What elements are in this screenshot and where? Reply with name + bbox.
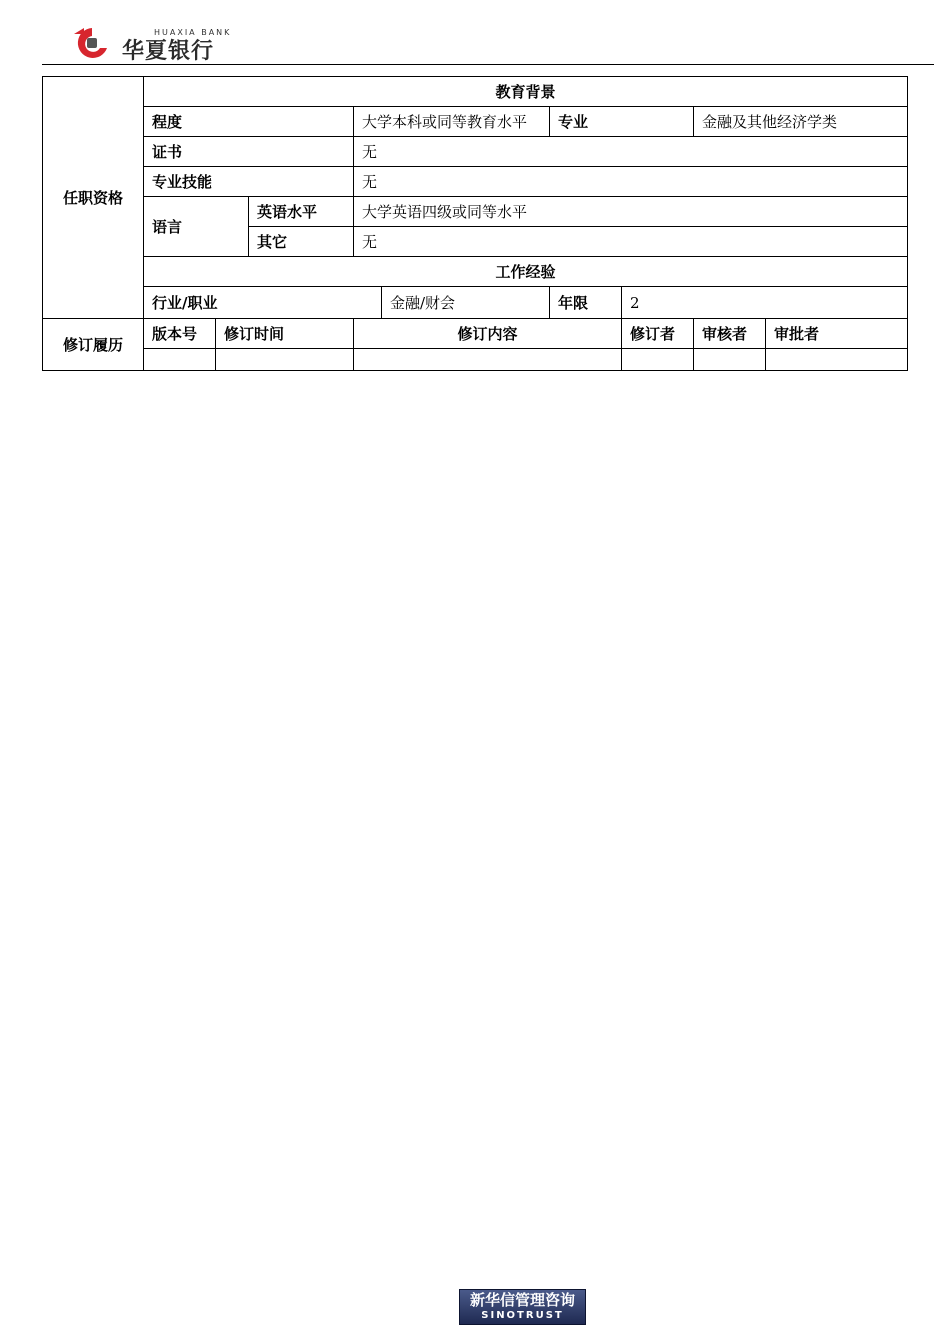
skills-label: 专业技能 bbox=[144, 167, 354, 197]
logo-text-cn: 华夏银行 bbox=[122, 39, 215, 64]
revision-label: 修订履历 bbox=[43, 319, 144, 371]
logo-text-en: HUAXIA BANK bbox=[154, 28, 232, 37]
other-label: 其它 bbox=[249, 227, 354, 257]
header-divider bbox=[42, 64, 934, 65]
major-label: 专业 bbox=[550, 107, 694, 137]
experience-title: 工作经验 bbox=[144, 257, 908, 287]
english-label: 英语水平 bbox=[249, 197, 354, 227]
qualifications-label: 任职资格 bbox=[43, 77, 144, 319]
revision-col-approver: 审批者 bbox=[766, 319, 908, 349]
years-value: 2 bbox=[622, 287, 908, 319]
education-title: 教育背景 bbox=[144, 77, 908, 107]
footer-logo-en: SINOTRUST bbox=[481, 1310, 564, 1321]
certificate-value: 无 bbox=[354, 137, 908, 167]
sinotrust-logo bbox=[459, 1289, 586, 1325]
revision-cell-approver bbox=[766, 349, 908, 371]
major-value: 金融及其他经济学类 bbox=[694, 107, 908, 137]
page-header bbox=[70, 22, 934, 66]
revision-col-version: 版本号 bbox=[144, 319, 216, 349]
footer-logo-cn: 新华信管理咨询 bbox=[469, 1291, 575, 1309]
degree-label: 程度 bbox=[144, 107, 354, 137]
revision-col-time: 修订时间 bbox=[216, 319, 354, 349]
degree-value: 大学本科或同等教育水平 bbox=[354, 107, 550, 137]
revision-cell-content bbox=[354, 349, 622, 371]
revision-col-reviser: 修订者 bbox=[622, 319, 694, 349]
revision-cell-version bbox=[144, 349, 216, 371]
language-label: 语言 bbox=[144, 197, 249, 257]
certificate-label: 证书 bbox=[144, 137, 354, 167]
revision-col-content: 修订内容 bbox=[354, 319, 622, 349]
job-description-table bbox=[42, 76, 908, 371]
industry-label: 行业/职业 bbox=[144, 287, 382, 319]
revision-cell-reviser bbox=[622, 349, 694, 371]
huaxia-bank-logo-icon bbox=[70, 24, 114, 62]
years-label: 年限 bbox=[550, 287, 622, 319]
revision-cell-reviewer bbox=[694, 349, 766, 371]
revision-cell-time bbox=[216, 349, 354, 371]
revision-col-reviewer: 审核者 bbox=[694, 319, 766, 349]
other-value: 无 bbox=[354, 227, 908, 257]
revision-empty-row bbox=[43, 349, 908, 371]
industry-value: 金融/财会 bbox=[382, 287, 550, 319]
english-value: 大学英语四级或同等水平 bbox=[354, 197, 908, 227]
skills-value: 无 bbox=[354, 167, 908, 197]
